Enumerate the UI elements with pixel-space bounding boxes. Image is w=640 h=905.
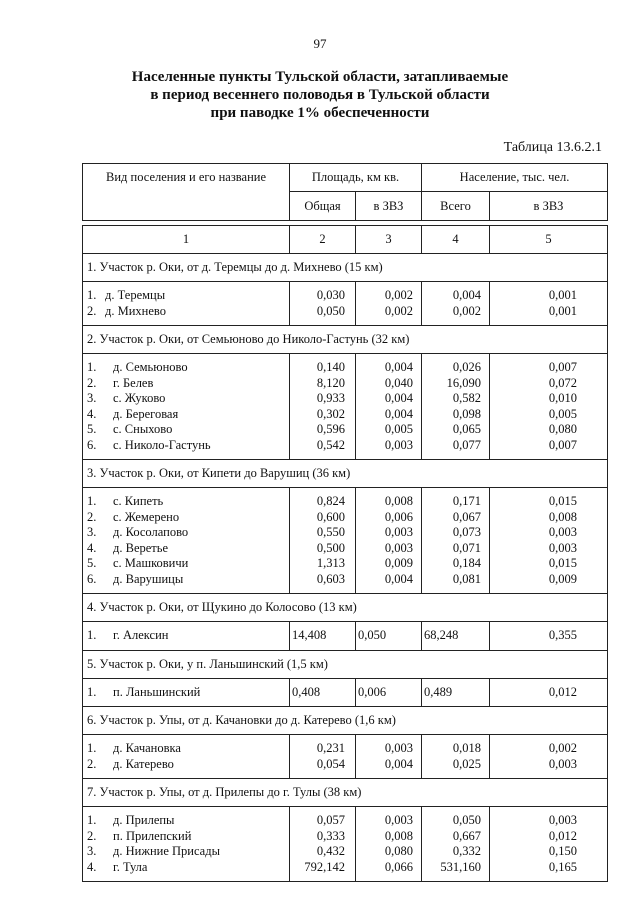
area-zvz-cell [356, 678, 422, 707]
cell-value: 0,098 [452, 406, 481, 421]
cell-value: 0,001 [548, 303, 577, 318]
pop-zvz-cell [490, 622, 608, 651]
settlement-name: д. Варушицы [113, 571, 184, 586]
settlement-name: д. Катерево [113, 756, 174, 771]
settlement-name: с. Николо-Гастунь [113, 437, 211, 452]
cell-value: 0,489 [424, 684, 453, 699]
area-zvz-cell [356, 282, 422, 326]
pop-total-cell [422, 282, 490, 326]
cell-value: 0,005 [548, 406, 577, 421]
cell-value: 0,231 [316, 741, 345, 755]
table-row [83, 354, 608, 460]
cell-value: 0,002 [548, 741, 577, 755]
settlement-name: с. Жуково [113, 391, 166, 405]
cell-value: 0,550 [316, 525, 345, 539]
settlement-name: д. Качановка [113, 741, 181, 755]
settlement-entry [83, 422, 289, 438]
settlement-names-cell [83, 622, 290, 651]
settlement-name: д. Теремцы [105, 288, 166, 302]
cell-value: 0,050 [452, 813, 481, 827]
cell-value: 0,065 [452, 422, 481, 436]
table-row [83, 622, 608, 651]
header-pop-zvz: в ЗВЗ [490, 192, 608, 221]
header-pop-total: Всего [422, 192, 490, 221]
settlement-number: 1. [87, 813, 97, 827]
table-row [83, 735, 608, 779]
cell-value: 0,081 [452, 571, 481, 586]
column-number: 4 [422, 226, 490, 254]
cell-value: 0,003 [384, 540, 413, 555]
settlement-entry [83, 391, 289, 407]
settlement-names-cell [83, 354, 290, 460]
settlement-name: с. Машковичи [113, 556, 189, 570]
area-total-cell [290, 282, 356, 326]
area-zvz-cell [356, 622, 422, 651]
cell-value: 0,542 [316, 437, 345, 452]
settlement-name: д. Косолапово [113, 525, 189, 539]
settlement-entry [83, 741, 289, 757]
settlement-entry [83, 360, 289, 376]
cell-value: 68,248 [424, 628, 459, 642]
header-population: Население, тыс. чел. [422, 164, 608, 192]
settlement-number: 2. [87, 756, 97, 771]
cell-value: 0,165 [548, 859, 577, 874]
settlement-name: с. Сныхово [113, 422, 173, 436]
settlement-names-cell [83, 807, 290, 882]
cell-value: 0,012 [548, 684, 577, 699]
settlement-number: 5. [87, 422, 97, 436]
pop-total-cell [422, 488, 490, 594]
cell-value: 0,003 [548, 525, 577, 539]
cell-value: 0,010 [548, 391, 577, 405]
area-zvz-cell [356, 807, 422, 882]
cell-value: 531,160 [440, 859, 481, 874]
pop-zvz-cell [490, 678, 608, 707]
settlement-number: 3. [87, 844, 97, 858]
section-title: 7. Участок р. Упы, от д. Прилепы до г. Тулы (38 км) [83, 779, 608, 807]
table-row [83, 678, 608, 707]
settlement-entry [83, 376, 289, 392]
settlement-number: 1. [87, 628, 97, 642]
settlement-number: 1. [87, 684, 97, 699]
settlement-number: 1. [87, 288, 97, 302]
area-total-cell [290, 807, 356, 882]
settlement-names-cell [83, 282, 290, 326]
table-row [83, 807, 608, 882]
cell-value: 14,408 [292, 628, 327, 642]
settlement-name: д. Семьюново [113, 360, 188, 374]
column-number: 1 [83, 226, 290, 254]
header-area-zvz: в ЗВЗ [356, 192, 422, 221]
settlement-number: 3. [87, 525, 97, 539]
section-title: 3. Участок р. Оки, от Кипети до Варушиц (36 км) [83, 460, 608, 488]
cell-value: 0,002 [384, 303, 413, 318]
pop-total-cell [422, 354, 490, 460]
area-zvz-cell [356, 354, 422, 460]
cell-value: 0,004 [384, 391, 413, 405]
area-total-cell [290, 678, 356, 707]
settlements-table [82, 163, 608, 882]
header-area: Площадь, км кв. [290, 164, 422, 192]
cell-value: 0,012 [548, 828, 577, 843]
table-row [83, 282, 608, 326]
cell-value: 0,003 [384, 813, 413, 827]
settlement-entry [83, 829, 289, 845]
header-settlement-name: Вид поселения и его название [83, 164, 290, 221]
cell-value: 0,582 [452, 391, 481, 405]
settlement-entry [83, 860, 289, 876]
cell-value: 0,006 [384, 509, 413, 524]
cell-value: 0,004 [452, 288, 481, 302]
settlement-entry [83, 541, 289, 557]
cell-value: 0,500 [316, 540, 345, 555]
cell-value: 0,008 [548, 509, 577, 524]
settlement-name: г. Тула [113, 859, 148, 874]
settlement-entry [83, 288, 289, 304]
settlement-entry [83, 556, 289, 572]
settlement-names-cell [83, 735, 290, 779]
area-zvz-cell [356, 488, 422, 594]
settlement-entry [83, 844, 289, 860]
section-title: 4. Участок р. Оки, от Щукино до Колосово (13 км) [83, 594, 608, 622]
cell-value: 8,120 [316, 375, 345, 390]
section-title: 6. Участок р. Упы, от д. Качановки до д. Катерево (1,6 км) [83, 707, 608, 735]
cell-value: 0,596 [316, 422, 345, 436]
settlement-entry [83, 304, 289, 320]
cell-value: 0,026 [452, 360, 481, 374]
page-number: 97 [313, 36, 327, 51]
pop-zvz-cell [490, 807, 608, 882]
title-line: при паводке 1% обеспеченности [210, 105, 430, 121]
settlement-name: п. Ланьшинский [113, 684, 201, 699]
cell-value: 0,057 [316, 813, 345, 827]
cell-value: 0,030 [316, 288, 345, 302]
cell-value: 0,003 [548, 540, 577, 555]
settlement-entry [83, 525, 289, 541]
cell-value: 1,313 [316, 556, 345, 570]
cell-value: 0,003 [548, 813, 577, 827]
settlement-entry [83, 685, 289, 701]
cell-value: 0,050 [316, 303, 345, 318]
area-total-cell [290, 735, 356, 779]
cell-value: 0,408 [292, 684, 321, 699]
cell-value: 0,073 [452, 525, 481, 539]
area-zvz-cell [356, 735, 422, 779]
cell-value: 0,003 [384, 741, 413, 755]
settlement-name: д. Нижние Присады [113, 844, 220, 858]
cell-value: 0,824 [316, 494, 345, 508]
settlement-entry [83, 572, 289, 588]
column-number: 3 [356, 226, 422, 254]
cell-value: 0,933 [316, 391, 345, 405]
settlement-number: 4. [87, 859, 97, 874]
section-title: 5. Участок р. Оки, у п. Ланьшинский (1,5 км) [83, 650, 608, 678]
cell-value: 0,008 [384, 494, 413, 508]
settlement-name: г. Белев [113, 375, 154, 390]
cell-value: 0,302 [316, 406, 345, 421]
cell-value: 0,067 [452, 509, 481, 524]
cell-value: 0,009 [384, 556, 413, 570]
section-title: 2. Участок р. Оки, от Семьюново до Николо-Гастунь (32 км) [83, 326, 608, 354]
cell-value: 0,355 [548, 628, 577, 642]
title-line: Населенные пункты Тульской области, затапливаемые [131, 69, 509, 85]
cell-value: 0,003 [384, 525, 413, 539]
settlement-entry [83, 757, 289, 773]
area-total-cell [290, 622, 356, 651]
cell-value: 0,600 [316, 509, 345, 524]
cell-value: 0,004 [384, 571, 413, 586]
cell-value: 0,050 [358, 628, 387, 642]
cell-value: 0,002 [384, 288, 413, 302]
settlement-number: 2. [87, 303, 97, 318]
pop-total-cell [422, 678, 490, 707]
cell-value: 0,007 [548, 360, 577, 374]
cell-value: 0,003 [548, 756, 577, 771]
cell-value: 0,333 [316, 828, 345, 843]
cell-value: 0,432 [316, 844, 345, 858]
settlement-name: п. Прилепский [113, 828, 192, 843]
settlement-name: с. Жемерено [113, 509, 180, 524]
cell-value: 0,054 [316, 756, 345, 771]
cell-value: 0,184 [452, 556, 481, 570]
cell-value: 0,603 [316, 571, 345, 586]
table-body [83, 254, 608, 882]
cell-value: 0,667 [452, 828, 481, 843]
cell-value: 0,007 [548, 437, 577, 452]
cell-value: 0,003 [384, 437, 413, 452]
cell-value: 0,080 [548, 422, 577, 436]
cell-value: 0,004 [384, 406, 413, 421]
settlement-number: 3. [87, 391, 97, 405]
settlement-name: д. Михнево [105, 303, 166, 318]
settlement-name: с. Кипеть [113, 494, 164, 508]
table-id: Таблица 13.6.2.1 [503, 140, 602, 155]
settlement-entry [83, 438, 289, 454]
settlement-number: 1. [87, 741, 97, 755]
cell-value: 0,077 [452, 437, 481, 452]
settlement-number: 2. [87, 375, 97, 390]
cell-value: 0,080 [384, 844, 413, 858]
pop-zvz-cell [490, 735, 608, 779]
pop-zvz-cell [490, 354, 608, 460]
settlement-number: 2. [87, 509, 97, 524]
cell-value: 0,008 [384, 828, 413, 843]
cell-value: 0,040 [384, 375, 413, 390]
column-number: 2 [290, 226, 356, 254]
cell-value: 0,150 [548, 844, 577, 858]
settlement-entry [83, 494, 289, 510]
cell-value: 0,018 [452, 741, 481, 755]
cell-value: 0,006 [358, 684, 387, 699]
cell-value: 0,072 [548, 375, 577, 390]
cell-value: 0,140 [316, 360, 345, 374]
cell-value: 0,015 [548, 494, 577, 508]
pop-zvz-cell [490, 282, 608, 326]
cell-value: 0,004 [384, 756, 413, 771]
column-number: 5 [490, 226, 608, 254]
settlement-number: 2. [87, 828, 97, 843]
settlement-entry [83, 813, 289, 829]
cell-value: 0,025 [452, 756, 481, 771]
settlement-number: 6. [87, 571, 97, 586]
cell-value: 0,005 [384, 422, 413, 436]
settlement-number: 4. [87, 540, 97, 555]
cell-value: 0,332 [452, 844, 481, 858]
settlement-name: д. Веретье [113, 540, 169, 555]
section-title: 1. Участок р. Оки, от д. Теремцы до д. Михнево (15 км) [83, 254, 608, 282]
cell-value: 0,066 [384, 859, 413, 874]
settlement-name: г. Алексин [113, 628, 169, 642]
area-total-cell [290, 354, 356, 460]
settlement-number: 6. [87, 437, 97, 452]
settlement-number: 1. [87, 360, 97, 374]
settlement-number: 1. [87, 494, 97, 508]
settlement-entry [83, 510, 289, 526]
pop-total-cell [422, 807, 490, 882]
header-area-total: Общая [290, 192, 356, 221]
cell-value: 0,002 [452, 303, 481, 318]
cell-value: 0,171 [452, 494, 481, 508]
document-title [0, 68, 640, 122]
cell-value: 16,090 [446, 375, 481, 390]
cell-value: 0,071 [452, 540, 481, 555]
settlement-entry [83, 407, 289, 423]
table-row [83, 488, 608, 594]
settlement-number: 5. [87, 556, 97, 570]
settlement-names-cell [83, 678, 290, 707]
cell-value: 0,009 [548, 571, 577, 586]
cell-value: 0,004 [384, 360, 413, 374]
pop-total-cell [422, 735, 490, 779]
settlement-entry [83, 628, 289, 644]
title-line: в период весеннего половодья в Тульской области [150, 87, 490, 103]
settlement-names-cell [83, 488, 290, 594]
settlement-name: д. Береговая [113, 406, 179, 421]
settlement-name: д. Прилепы [113, 813, 175, 827]
cell-value: 0,015 [548, 556, 577, 570]
cell-value: 0,001 [548, 288, 577, 302]
pop-zvz-cell [490, 488, 608, 594]
pop-total-cell [422, 622, 490, 651]
settlement-number: 4. [87, 406, 97, 421]
area-total-cell [290, 488, 356, 594]
cell-value: 792,142 [304, 859, 345, 874]
